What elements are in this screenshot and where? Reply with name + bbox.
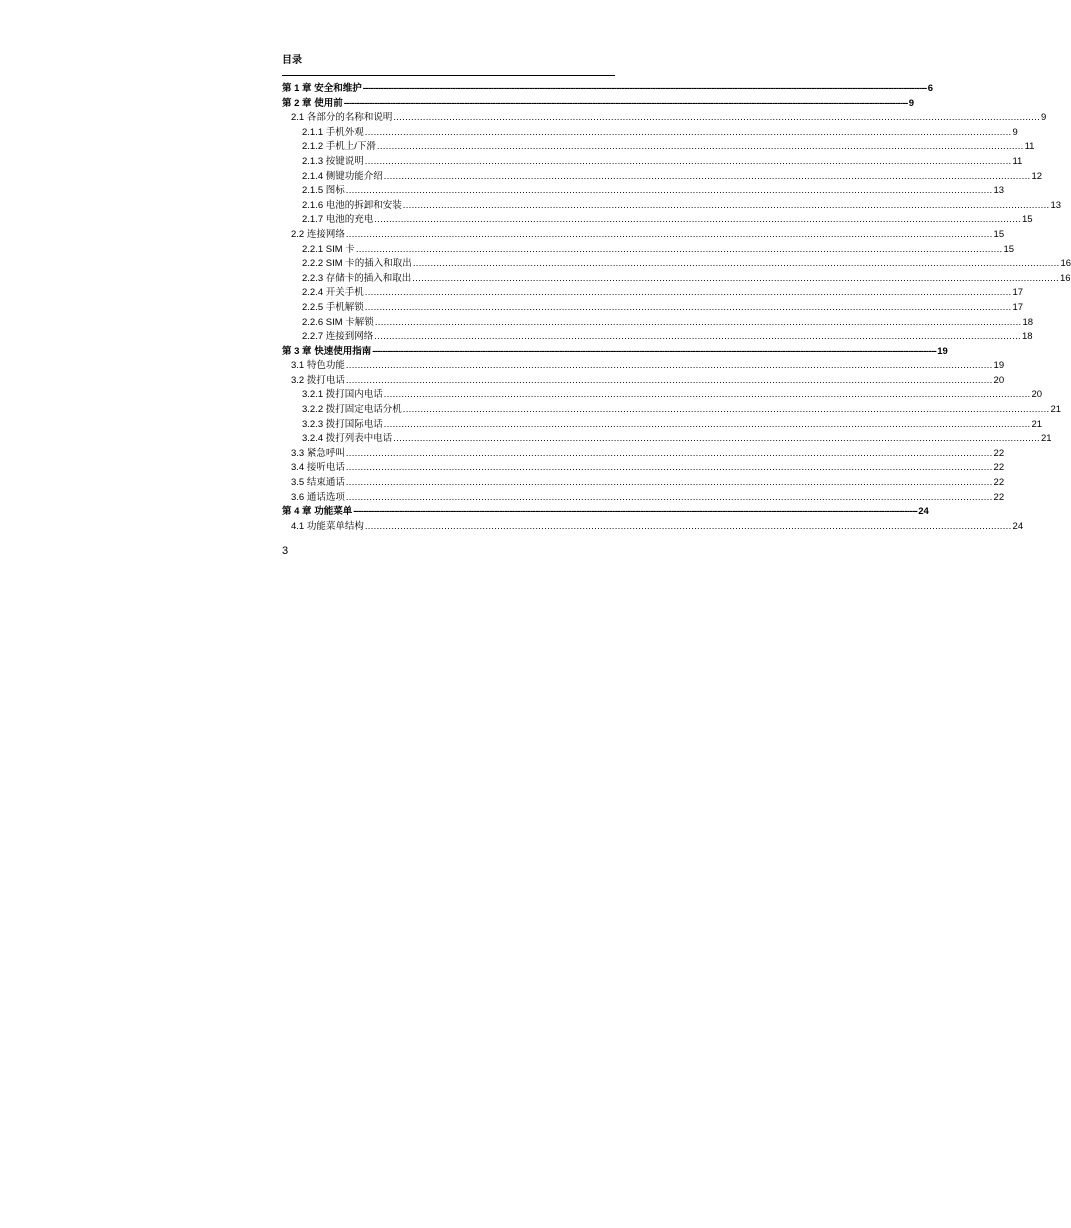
- toc-dot-leader: ............................................................................................................................................................................................................................: [383, 389, 1031, 401]
- toc-entry[interactable]: [282, 403, 1062, 418]
- toc-dot-leader: ............................................................................................................................................................................................................................: [402, 404, 1050, 416]
- toc-dot-leader: ----------------------------------------------------------------------------------------------------------------------------------------------------------------------------------------------------------------------------: [343, 97, 908, 109]
- toc-entry-page-number: 22: [993, 491, 1005, 503]
- toc-entry[interactable]: [282, 140, 1035, 155]
- toc-entry-page-number: 9: [1041, 112, 1047, 124]
- toc-entry-label: 2.2.3 存储卡的插入和取出: [302, 272, 412, 284]
- toc-entry-label: 2.1.7 电池的充电: [302, 214, 374, 226]
- toc-entry-page-number: 11: [1012, 155, 1023, 167]
- toc-dot-leader: ............................................................................................................................................................................................................................: [383, 418, 1031, 430]
- toc-entry-label: 第 1 章 安全和维护: [282, 83, 362, 94]
- toc-dot-leader: ............................................................................................................................................................................................................................: [374, 214, 1021, 226]
- toc-entry-page-number: 24: [1012, 520, 1024, 532]
- toc-entry-label: 2.1.3 按键说明: [302, 155, 364, 167]
- toc-entry[interactable]: [282, 520, 1024, 535]
- toc-entry-page-number: 17: [1012, 287, 1024, 299]
- toc-entry-label: 3.1 特色功能: [291, 360, 345, 372]
- toc-dot-leader: ............................................................................................................................................................................................................................: [374, 331, 1021, 343]
- toc-entry-page-number: 17: [1012, 301, 1024, 313]
- toc-entry-label: 2.2 连接网络: [291, 228, 345, 240]
- toc-entry-page-number: 13: [993, 185, 1005, 197]
- toc-dot-leader: ----------------------------------------------------------------------------------------------------------------------------------------------------------------------------------------------------------------------------: [353, 506, 918, 518]
- toc-dot-leader: ............................................................................................................................................................................................................................: [412, 258, 1060, 270]
- toc-entry-page-number: 20: [1031, 389, 1043, 401]
- toc-entry[interactable]: [282, 286, 1024, 301]
- toc-entry-label: 第 3 章 快速使用指南: [282, 345, 372, 357]
- toc-entry-page-number: 18: [1022, 316, 1034, 328]
- toc-entry[interactable]: [282, 184, 1005, 199]
- toc-entry-page-number: 18: [1021, 331, 1033, 343]
- toc-entry-page-number: 22: [993, 462, 1005, 474]
- toc-page: [282, 54, 1071, 534]
- toc-entry-label: 2.1 各部分的名称和说明: [291, 112, 393, 124]
- toc-entry-label: 3.2.4 拨打列表中电话: [302, 433, 393, 445]
- toc-entry[interactable]: [282, 243, 1015, 258]
- toc-chapter-entry[interactable]: [282, 97, 914, 112]
- toc-dot-leader: ............................................................................................................................................................................................................................: [393, 112, 1041, 124]
- toc-list: [282, 82, 1071, 534]
- toc-entry-page-number: 6: [927, 83, 933, 94]
- toc-entry-label: 2.1.6 电池的拆卸和安装: [302, 199, 402, 211]
- toc-dot-leader: ............................................................................................................................................................................................................................: [374, 316, 1022, 328]
- toc-entry-label: 3.5 结束通话: [291, 477, 345, 489]
- toc-entry-label: 2.2.4 开关手机: [302, 287, 364, 299]
- toc-entry[interactable]: [282, 447, 1005, 462]
- toc-entry[interactable]: [282, 461, 1005, 476]
- toc-dot-leader: ----------------------------------------------------------------------------------------------------------------------------------------------------------------------------------------------------------------------------: [362, 83, 927, 94]
- toc-entry-page-number: 9: [908, 97, 914, 109]
- toc-entry-page-number: 16: [1060, 258, 1071, 270]
- toc-entry-label: 2.1.5 图标: [302, 185, 345, 197]
- toc-entry-label: 3.3 紧急呼叫: [291, 447, 345, 459]
- toc-entry-page-number: 21: [1031, 418, 1043, 430]
- toc-entry-page-number: 15: [993, 228, 1005, 240]
- toc-dot-leader: ............................................................................................................................................................................................................................: [364, 301, 1012, 313]
- toc-dot-leader: ............................................................................................................................................................................................................................: [376, 141, 1024, 153]
- toc-entry[interactable]: [282, 491, 1005, 506]
- toc-entry-label: 2.1.1 手机外观: [302, 126, 364, 138]
- toc-entry-page-number: 19: [993, 360, 1005, 372]
- toc-entry[interactable]: [282, 228, 1005, 243]
- toc-entry-label: 3.2.3 拨打国际电话: [302, 418, 383, 430]
- toc-entry-page-number: 21: [1040, 433, 1052, 445]
- toc-dot-leader: ............................................................................................................................................................................................................................: [345, 228, 993, 240]
- toc-entry[interactable]: [282, 359, 1005, 374]
- toc-entry[interactable]: [282, 316, 1034, 331]
- toc-dot-leader: ............................................................................................................................................................................................................................: [345, 360, 993, 372]
- toc-entry[interactable]: [282, 213, 1033, 228]
- toc-entry[interactable]: [282, 301, 1024, 316]
- toc-dot-leader: ............................................................................................................................................................................................................................: [345, 447, 993, 459]
- toc-entry[interactable]: [282, 111, 1047, 126]
- toc-entry-page-number: 22: [993, 477, 1005, 489]
- toc-entry-page-number: 19: [937, 345, 948, 357]
- toc-dot-leader: ............................................................................................................................................................................................................................: [364, 126, 1012, 138]
- toc-entry[interactable]: [282, 388, 1043, 403]
- toc-entry[interactable]: [282, 170, 1043, 185]
- toc-dot-leader: ............................................................................................................................................................................................................................: [402, 199, 1050, 211]
- toc-dot-leader: ............................................................................................................................................................................................................................: [364, 520, 1012, 532]
- toc-dot-leader: ............................................................................................................................................................................................................................: [345, 374, 993, 386]
- toc-entry-label: 4.1 功能菜单结构: [291, 520, 364, 532]
- toc-dot-leader: ............................................................................................................................................................................................................................: [364, 155, 1012, 167]
- toc-entry[interactable]: [282, 272, 1071, 287]
- toc-entry-page-number: 11: [1024, 141, 1035, 153]
- toc-dot-leader: ............................................................................................................................................................................................................................: [345, 491, 993, 503]
- toc-dot-leader: ............................................................................................................................................................................................................................: [412, 272, 1059, 284]
- title-rule: [282, 75, 615, 76]
- toc-entry[interactable]: [282, 432, 1052, 447]
- toc-entry-page-number: 24: [918, 506, 929, 518]
- toc-entry[interactable]: [282, 374, 1005, 389]
- toc-entry[interactable]: [282, 126, 1018, 141]
- toc-entry-label: 2.1.2 手机上/下滑: [302, 141, 376, 153]
- toc-dot-leader: ............................................................................................................................................................................................................................: [393, 433, 1040, 445]
- toc-dot-leader: ----------------------------------------------------------------------------------------------------------------------------------------------------------------------------------------------------------------------------: [372, 345, 937, 357]
- toc-entry-label: 第 2 章 使用前: [282, 97, 343, 109]
- toc-entry-label: 3.2.2 拨打固定电话分机: [302, 404, 402, 416]
- toc-entry-page-number: 21: [1050, 404, 1062, 416]
- toc-dot-leader: ............................................................................................................................................................................................................................: [345, 185, 993, 197]
- toc-entry-label: 2.2.7 连接到网络: [302, 331, 374, 343]
- toc-entry-label: 2.2.5 手机解锁: [302, 301, 364, 313]
- toc-entry-label: 3.2.1 拨打国内电话: [302, 389, 383, 401]
- toc-entry-label: 3.2 拨打电话: [291, 374, 345, 386]
- toc-entry[interactable]: [282, 330, 1033, 345]
- toc-chapter-entry[interactable]: [282, 345, 948, 360]
- toc-dot-leader: ............................................................................................................................................................................................................................: [383, 170, 1031, 182]
- toc-entry-page-number: 16: [1059, 272, 1071, 284]
- toc-entry-label: 2.2.2 SIM 卡的插入和取出: [302, 258, 412, 270]
- toc-entry[interactable]: [282, 476, 1005, 491]
- toc-entry-page-number: 20: [993, 374, 1005, 386]
- toc-chapter-entry[interactable]: [282, 82, 933, 97]
- toc-dot-leader: ............................................................................................................................................................................................................................: [345, 462, 993, 474]
- toc-entry-page-number: 12: [1031, 170, 1043, 182]
- toc-dot-leader: ............................................................................................................................................................................................................................: [364, 287, 1012, 299]
- toc-entry-label: 第 4 章 功能菜单: [282, 506, 353, 518]
- toc-entry-page-number: 13: [1050, 199, 1062, 211]
- toc-entry[interactable]: [282, 418, 1043, 433]
- toc-entry-label: 3.6 通话选项: [291, 491, 345, 503]
- page-number: 3: [282, 545, 289, 557]
- toc-entry-label: 2.1.4 侧键功能介绍: [302, 170, 383, 182]
- toc-entry[interactable]: [282, 257, 1071, 272]
- toc-entry-label: 2.2.1 SIM 卡: [302, 243, 355, 255]
- toc-entry[interactable]: [282, 199, 1062, 214]
- toc-dot-leader: ............................................................................................................................................................................................................................: [345, 477, 993, 489]
- toc-entry-page-number: 15: [1021, 214, 1033, 226]
- toc-dot-leader: ............................................................................................................................................................................................................................: [355, 243, 1003, 255]
- toc-chapter-entry[interactable]: [282, 505, 929, 520]
- toc-entry-label: 2.2.6 SIM 卡解锁: [302, 316, 374, 328]
- toc-entry-page-number: 22: [993, 447, 1005, 459]
- toc-entry[interactable]: [282, 155, 1023, 170]
- toc-entry-page-number: 9: [1012, 126, 1018, 138]
- toc-title: 目录: [282, 55, 302, 66]
- toc-entry-page-number: 15: [1003, 243, 1015, 255]
- toc-entry-label: 3.4 接听电话: [291, 462, 345, 474]
